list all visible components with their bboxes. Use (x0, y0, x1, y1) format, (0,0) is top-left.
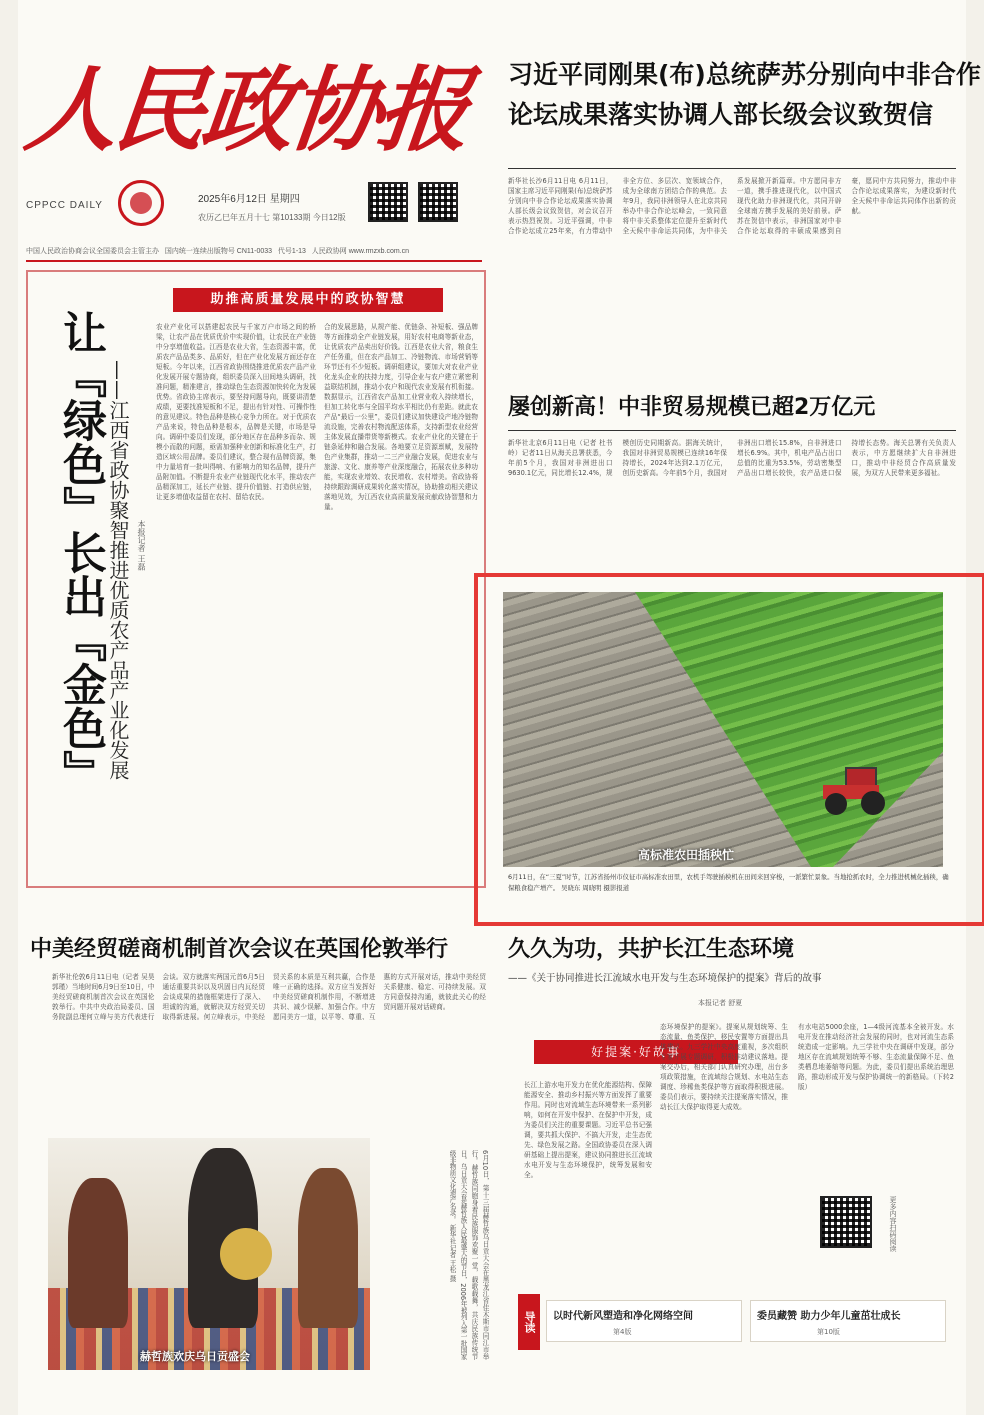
guide-tag: 导读 (518, 1294, 540, 1350)
qr-code-icon[interactable] (368, 182, 408, 222)
qr-code-icon[interactable] (820, 1196, 872, 1248)
lead-section-label: 助推高质量发展中的政协智慧 (173, 288, 443, 312)
festival-caption: 赫哲族欢庆乌日贡盛会 (140, 1350, 250, 1363)
lead-article-body-col2: 合的发展思路，从规产能、优链条、补短板、强品牌等方面推动全产业链发展，用好农村电商等新业态，让优质农产品卖出好价钱。江西是农业大省，粮食生产任务重，但在农产品加工、冷链物流、市场营销等环节还有不少短板。调研组建议，要加大对农业产业化龙头企业的扶持力度，引导企业与农户建立紧密利益联结机制，推动小农户和现代农业发展有机衔接。数据显示，江西省农产品加工业营业收入持续增长，但加工转化率与全国平均水平相比仍有差距。就此农产品“最后一公里”，委员们建议加快建设产地冷链物流设施，完善农村物流配送体系，支持新型农业经营主体发展直播带货等新模式。农业产业化的关键在于链条延伸和融合发展。各地要立足资源禀赋，发展特色产业集群，推动一二三产业融合发展，促进农业与旅游、文化、康养等产业深度融合，拓展农业多种功能，实现农业增效、农民增收、农村增美。省政协将持续跟踪调研成果转化落实情况，协助推动相关建议落地见效，为江西农业高质量发展贡献政协智慧和力量。 (324, 323, 478, 511)
qr-code-icon[interactable] (418, 182, 458, 222)
website-link[interactable]: 人民政协网 www.rmzxb.com.cn (311, 248, 410, 255)
dancer-figure (298, 1168, 358, 1328)
sino-us-body: 新华社伦敦6月11日电（记者 吴昊 郭瑾）当地时间6月9日至10日，中美经贸磋商机制首次会议在英国伦敦举行。中共中央政治局委员、国务院副总理何立峰与美方代表进行会谈。双方就落实两国元首6月5日通话重要共识以及巩固日内瓦经贸会谈成果的措施框架进行了深入、坦诚的沟通，就解决双方经贸关切取得新进展。何立峰表示，中美经贸关系的本质是互利共赢，合作是唯一正确的选择。双方应当发挥好中美经贸磋商机制作用，不断增进共识、减少误解、加强合作。中方愿同美方一道，以平等、尊重、互惠的方式开展对话，推动中美经贸关系健康、稳定、可持续发展。双方同意保持沟通，就彼此关心的经贸问题开展对话磋商。 (52, 973, 486, 1021)
lead-article-subtitle: ——江西省政协聚智推进优质农产品产业化发展 (106, 360, 130, 780)
dancer-figure (68, 1178, 128, 1328)
yangtze-body-col3: 有水电站5000余座，1—4级河流基本全被开发。水电开发在推动经济社会发展的同时，也对河流生态系统造成一定影响。九三学社中央在调研中发现，部分地区存在流域规划统筹不够、生态流量保障不足、鱼类栖息地萎缩等问题。为此，委员们提出系统治理思路，推动形成开发与保护协调统一的新格局。（下转2版） (798, 1023, 954, 1091)
lead-article-title: 让『绿色』长出『金色』 (55, 310, 106, 794)
photo-description: 6月11日，在“三夏”时节，江苏省扬州市仪征市高标准农田里，农机手驾驶插秧机在田间来回穿梭，一派繁忙景象。当地抢抓农时，全力推进机械化插秧，确保粮食稳产增产。 吴晓东 周晓明 摄影报道 (508, 873, 949, 892)
divider (508, 168, 956, 169)
issue-number: 第10133期 (272, 213, 311, 222)
photo-caption: 高标准农田插秧忙 (638, 848, 735, 862)
sino-us-headline: 中美经贸磋商机制首次会议在英国伦敦举行 (30, 937, 449, 962)
yangtze-section-label: 好提案·好故事 (534, 1040, 738, 1064)
issue-line (198, 212, 346, 223)
lunar-date: 农历乙巳年五月十七 (198, 213, 270, 222)
top-story-headline-line2: 论坛成果落实协调人部长级会议致贺信 (508, 100, 934, 129)
guide-item[interactable] (546, 1300, 742, 1342)
guide-item-page: 第10版 (817, 1328, 840, 1336)
date: 2025年6月12日 (198, 194, 267, 205)
second-story-body: 新华社北京6月11日电（记者 杜书岭）记者11日从海关总署获悉，今年前5个月，我国对非洲进出口9630.1亿元，同比增长12.4%，规模创历史同期新高。据海关统计，我国对非洲贸易规模已连续16年保持增长，2024年达到2.1万亿元，创历史新高。今年前5个月，我国对非洲出口增长15.8%，自非洲进口增长6.9%。其中，机电产品占出口总值的比重为53.5%，劳动密集型产品出口增长较快，农产品进口保持增长态势。海关总署有关负责人表示，中方愿继续扩大自非洲进口，推动中非经贸合作高质量发展，为双方人民带来更多福祉。 (508, 439, 956, 477)
yangtze-headline: 久久为功，共护长江生态环境 (508, 937, 795, 962)
drum-icon (220, 1228, 272, 1280)
qr-note: 更多内容扫码阅读 (889, 1196, 897, 1252)
guide-bar (518, 1294, 958, 1350)
publisher: 中国人民政治协商会议全国委员会主管主办 (26, 248, 159, 255)
yangtze-subtitle: ——《关于协同推进长江流域水电开发与生态环境保护的提案》背后的故事 (508, 973, 822, 984)
guide-item-title: 委员藏赞 助力少年儿童茁壮成长 (757, 1311, 901, 1322)
festival-description: 6月10日，第十三届赫哲族乌日贡大会在黑龙江省佳木斯市同江市举行。赫哲族同胞身着民族服饰欢聚一堂，载歌载舞，共庆民族传统节日。乌日贡大会是赫哲族人民最盛大的节日，2006年被列入第一批国家级非物质文化遗产名录。 新华社记者 王松 摄 (448, 1150, 489, 1360)
divider (508, 430, 956, 431)
dateline (198, 190, 300, 205)
page-count: 今日12版 (312, 213, 346, 222)
newspaper-page (18, 0, 981, 1415)
second-story-headline: 屡创新高！中非贸易规模已超2万亿元 (508, 395, 876, 420)
weekday: 星期四 (269, 194, 300, 205)
masthead-subtitle: CPPCC DAILY (26, 200, 103, 211)
guide-item-title: 以时代新风塑造和净化网络空间 (553, 1311, 693, 1322)
top-story-body: 新华社长沙6月11日电 6月11日，国家主席习近平同刚果(布)总统萨苏分别向中非合作论坛成果落实协调人部长级会议致贺信，对会议召开表示热烈祝贺。习近平强调，中非合作论坛成立25年来，有力带动中非全方位、多层次、宽领域合作，成为全球南方团结合作的典范。去年9月，我同非洲领导人在北京共同举办中非合作论坛峰会，一致同意将中非关系整体定位提升至新时代全天候中非命运共同体，为中非关系发展掀开新篇章。中方愿同非方一道，携手推进现代化，以中国式现代化助力非洲现代化，共同开辟全球南方携手发展的美好前景。萨苏在贺信中表示，非洲国家对中非合作论坛取得的丰硕成果感到自豪，愿同中方共同努力，推动中非合作论坛成果落实，为建设新时代全天候中非命运共同体作出新的贡献。 (508, 177, 956, 235)
lead-article-body-col1: 农业产业化可以搭建起农民与千家万户市场之间的桥梁，让农产品在优质优价中实现价值，让农民在产业链中分享增值收益。江西是农业大省，生态资源丰富，优质农产品品类多、品质好，但在产业化发展方面还存在短板。今年以来，江西省政协围绕推进优质农产品产业化发展开展专题协商，组织委员深入田间地头调研，找准问题，精准建言，推动绿色生态资源加快转化为发展优势。省政协主席表示，要坚持问题导向，既要讲清楚成绩，更要找准短板和不足，提出有针对性、可操作性的意见建议。特色品种是核心竞争力所在。对于优质农产品来说，特色品种是根本，品牌是关键，市场是导向。调研中委员们发现，部分地区存在品种多而杂、规模小而散的问题，亟需加强种业创新和标准化生产，打造区域公用品牌。委员们建议，整合现有品牌资源，集中力量培育一批叫得响、有影响力的知名品牌，提升产品附加值。不断提升农业产业链现代化水平，推动农产品精深加工，延长产业链、提升价值链、打造供应链，让更多增值收益留在农村、留给农民。 (156, 323, 316, 501)
top-story-headline-line1: 习近平同刚果(布)总统萨苏分别向中非合作 (508, 60, 981, 89)
postal-code: 代号1-13 (277, 248, 306, 255)
guide-item[interactable] (750, 1300, 946, 1342)
cppcc-emblem-icon (118, 180, 164, 226)
yangtze-body-col1: 长江上游水电开发力在优化能源结构、保障能源安全、推动乡村振兴等方面发挥了重要作用。同时也对流域生态环境带来一系列影响，如何在开发中保护、在保护中开发，成为委员们关注的重要课题。习近平总书记强调，要共抓大保护、不搞大开发，走生态优先、绿色发展之路。全国政协委员在深入调研基础上提出提案，建议协同推进长江流域水电开发与生态环境保护，统筹发展和安全。 (524, 1081, 652, 1179)
masthead-title: 人民政协报 (20, 56, 472, 164)
highlight-frame (474, 573, 984, 926)
cn-number: 国内统一连续出版物号 CN11-0033 (164, 248, 273, 255)
yangtze-body-col2: 态环境保护的提案》。提案从规划统筹、生态流量、鱼类保护、移民安置等方面提出具体建议。九三学社中央高度重视，多次组织专家开展专题调研，积极推动建议落地。提案交办后，相关部门认真研究办理，出台多项政策措施，在流域综合规划、水电站生态调度、珍稀鱼类保护等方面取得积极进展。委员们表示，要持续关注提案落实情况，推动长江大保护取得更大成效。 (660, 1023, 788, 1111)
top-story-headline (508, 58, 981, 132)
yangtze-author: 本报记者 舒夏 (698, 999, 743, 1007)
guide-item-page: 第4版 (613, 1328, 632, 1336)
publication-info-bar (26, 244, 482, 262)
lead-article-author: 本报记者 王磊 (137, 520, 146, 571)
festival-photo (48, 1138, 370, 1370)
